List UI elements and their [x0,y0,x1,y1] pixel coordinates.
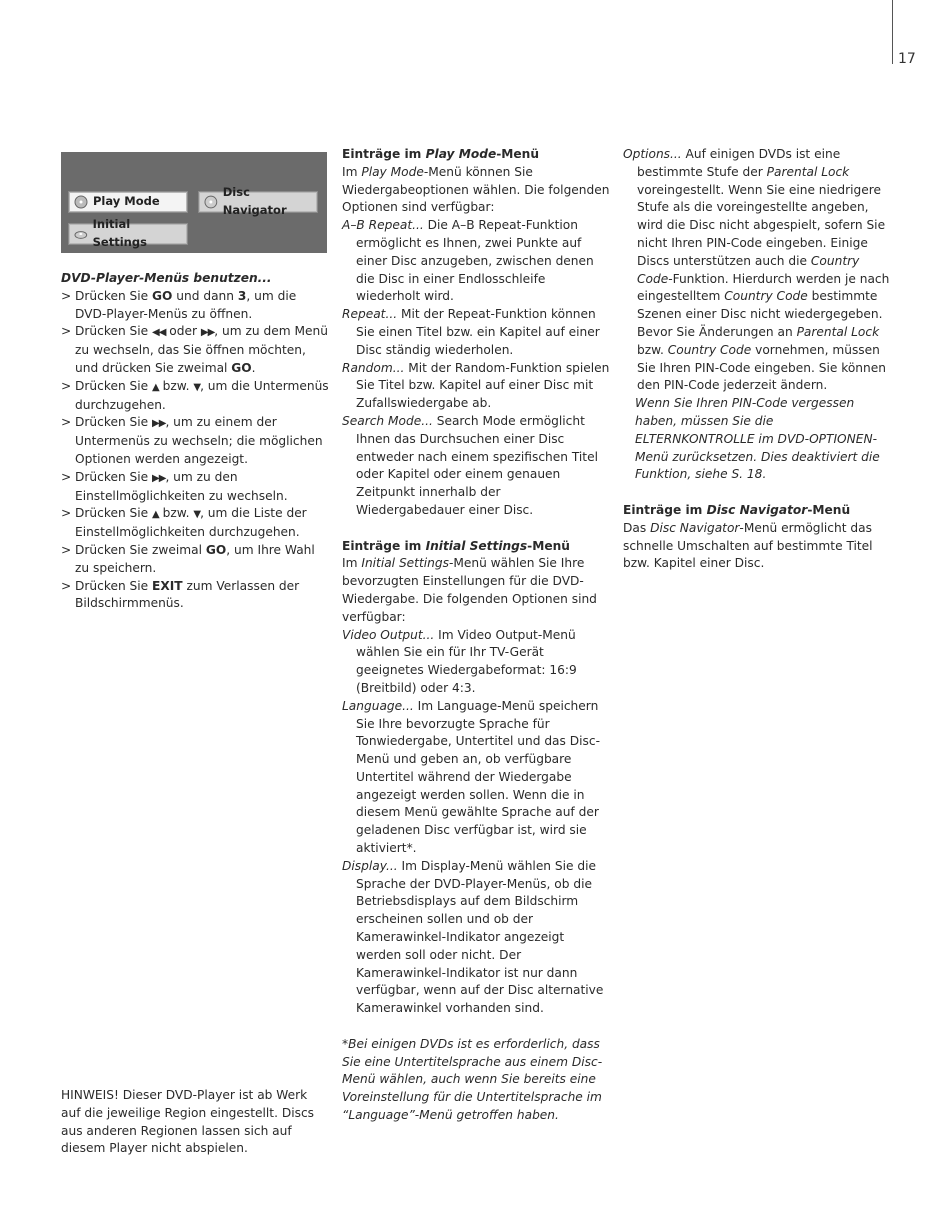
initial-settings-button [69,217,187,249]
list-item: > Drücken Sie zweimal GO, um Ihre Wahl zu speichern. [61,542,315,575]
arrow-up-icon: ▲ [152,509,159,521]
disc-navigator-text: Das Disc Navigator-Menü ermöglicht das schnelle Umschalten auf bestimmte Titel bzw. Kapitel einer Disc. [623,520,873,571]
play-mode-button [69,192,187,212]
list-item: > Drücken Sie ▶▶, um zu einem der Untermenüs zu wechseln; die möglichen Optionen werden angezeigt. [61,415,323,466]
arrow-down-icon: ▼ [193,381,201,393]
options-entry: Options... Auf einigen DVDs ist eine bestimmte Stufe der Parental Lock voreingestellt. Wenn Sie eine niedrigere Stufe als die voreingestellte angeben, wird die Disc nicht abgespielt, sofern Sie nicht Ihren PIN-Code eingeben. Einige Discs unterstützen auch die Country Code-Funktion. Hierdurch werden je nach eingestelltem Country Code bestimmte Szenen einer Disc nicht wiedergegeben. Bevor Sie Änderungen an Parental Lock bzw. Country Code vornehmen, müssen Sie Ihren PIN-Code eingeben. Sie können den PIN-Code jederzeit ändern. [623,147,890,393]
initial-settings-label: Initial Settings [92,217,147,249]
random-entry: Random... Mit der Random-Funktion spielen Sie Titel bzw. Kapitel auf einer Disc mit Zufallswiedergabe ab. [342,360,610,411]
fast-forward-icon: ▶▶ [152,418,166,430]
repeat-entry: Repeat... Mit der Repeat-Funktion können Sie einen Titel bzw. ein Kapitel auf einer Disc ständig wiederholen. [342,307,600,357]
settings-disc-icon [74,227,88,241]
disc-navigator-button [199,185,317,217]
search-mode-entry: Search Mode... Search Mode ermöglicht Ihnen das Durchsuchen einer Disc entweder nach einem spezifischen Titel oder Kapitel oder einem genauen Zeitpunkt innerhalb der Wiedergabedauer einer Disc. [342,413,598,517]
list-item: > Drücken Sie EXIT zum Verlassen der Bildschirmmenüs. [61,578,300,611]
fast-forward-icon: ▶▶ [200,327,215,339]
arrow-up-icon: ▲ [152,381,159,393]
fast-forward-icon: ▶▶ [152,472,166,484]
initial-settings-heading: Einträge im Initial Settings-Menü [342,538,570,553]
language-entry: Language... Im Language-Menü speichern Sie Ihre bevorzugte Sprache für Tonwiedergabe, Untertitel und das Disc-Menü und geben an, ob verfügbare Untertitel während der Wiedergabe angezeigt werden sollen. Wenn die in diesem Menü gewählte Sprache auf der geladenen Disc verfügbar ist, wird sie aktiviert*. [342,698,600,856]
initial-settings-intro: Im Initial Settings-Menü wählen Sie Ihre bevorzugten Einstellungen für die DVD-Wiedergabe. Die folgenden Optionen sind verfügbar: [342,556,597,624]
pin-code-note: Wenn Sie Ihren PIN-Code vergessen haben, müssen Sie die ELTERNKONTROLLE im DVD-OPTIONEN-Menü zurücksetzen. Dies deaktiviert die Funktion, siehe S. 18. [635,396,880,482]
page-edge-rule [892,0,893,64]
dvd-menu-screenshot [61,152,327,253]
video-output-entry: Video Output... Im Video Output-Menü wählen Sie ein für Ihr TV-Gerät geeignetes Wiedergabeformat: 16:9 (Breitbild) oder 4:3. [342,627,577,695]
arrow-down-icon: ▼ [193,509,201,521]
column-options-navigator [623,146,893,573]
region-note: HINWEIS! Dieser DVD-Player ist ab Werk auf die jeweilige Region eingestellt. Discs aus anderen Regionen lassen sich auf diesem Player nicht abspielen. [61,1088,315,1156]
disc-navigator-label: Disc Navigator [222,185,287,217]
list-item: > Drücken Sie ▲ bzw. ▼, um die Liste der Einstellmöglichkeiten durchzugehen. [61,506,307,540]
list-item: > Drücken Sie ▲ bzw. ▼, um die Untermenüs durchzugehen. [61,378,329,412]
page-number: 17 [898,51,916,67]
menu-usage-title: DVD-Player-Menüs benutzen... [61,271,272,285]
play-mode-heading: Einträge im Play Mode-Menü [342,147,540,161]
disc-play-icon [74,195,88,209]
disc-navigator-heading: Einträge im Disc Navigator-Menü [623,502,851,517]
rewind-icon: ◀◀ [152,327,166,339]
column-play-initial [342,146,612,1125]
list-item: > Drücken Sie ▶▶, um zu den Einstellmöglichkeiten zu wechseln. [61,469,288,503]
play-mode-label: Play Mode [93,194,160,209]
column-menu-usage [61,270,329,613]
list-item: > Drücken Sie ◀◀ oder ▶▶, um zu dem Menü zu wechseln, das Sie öffnen möchten, und drücken Sie zweimal GO. [61,324,328,375]
play-mode-intro: Im Play Mode-Menü können Sie Wiedergabeoptionen wählen. Die folgenden Optionen sind verfügbar: [342,164,610,215]
subtitle-footnote: *Bei einigen DVDs ist es erforderlich, dass Sie eine Untertitelsprache aus einem Disc-Menü wählen, auch wenn Sie bereits eine Voreinstellung für die Untertitelsprache im “Language”-Menü getroffen haben. [342,1036,603,1123]
list-item: > Drücken Sie GO und dann 3, um die DVD-Player-Menüs zu öffnen. [61,288,297,321]
disc-navigator-icon [204,195,218,209]
display-entry: Display... Im Display-Menü wählen Sie die Sprache der DVD-Player-Menüs, ob die Betriebsdisplays auf dem Bildschirm erscheinen sollen und ob der Kamerawinkel-Indikator angezeigt werden soll oder nicht. Der Kamerawinkel-Indikator ist nur dann verfügbar, wenn auf der Disc alternative Kamerawinkel vorhanden sind. [342,858,604,1016]
menu-usage-steps [61,288,329,613]
ab-repeat-entry: A–B Repeat... Die A–B Repeat-Funktion ermöglicht es Ihnen, zwei Punkte auf einer Disc anzugeben, zwischen denen die Disc in einer Endlosschleife wiederholt wird. [342,218,594,304]
